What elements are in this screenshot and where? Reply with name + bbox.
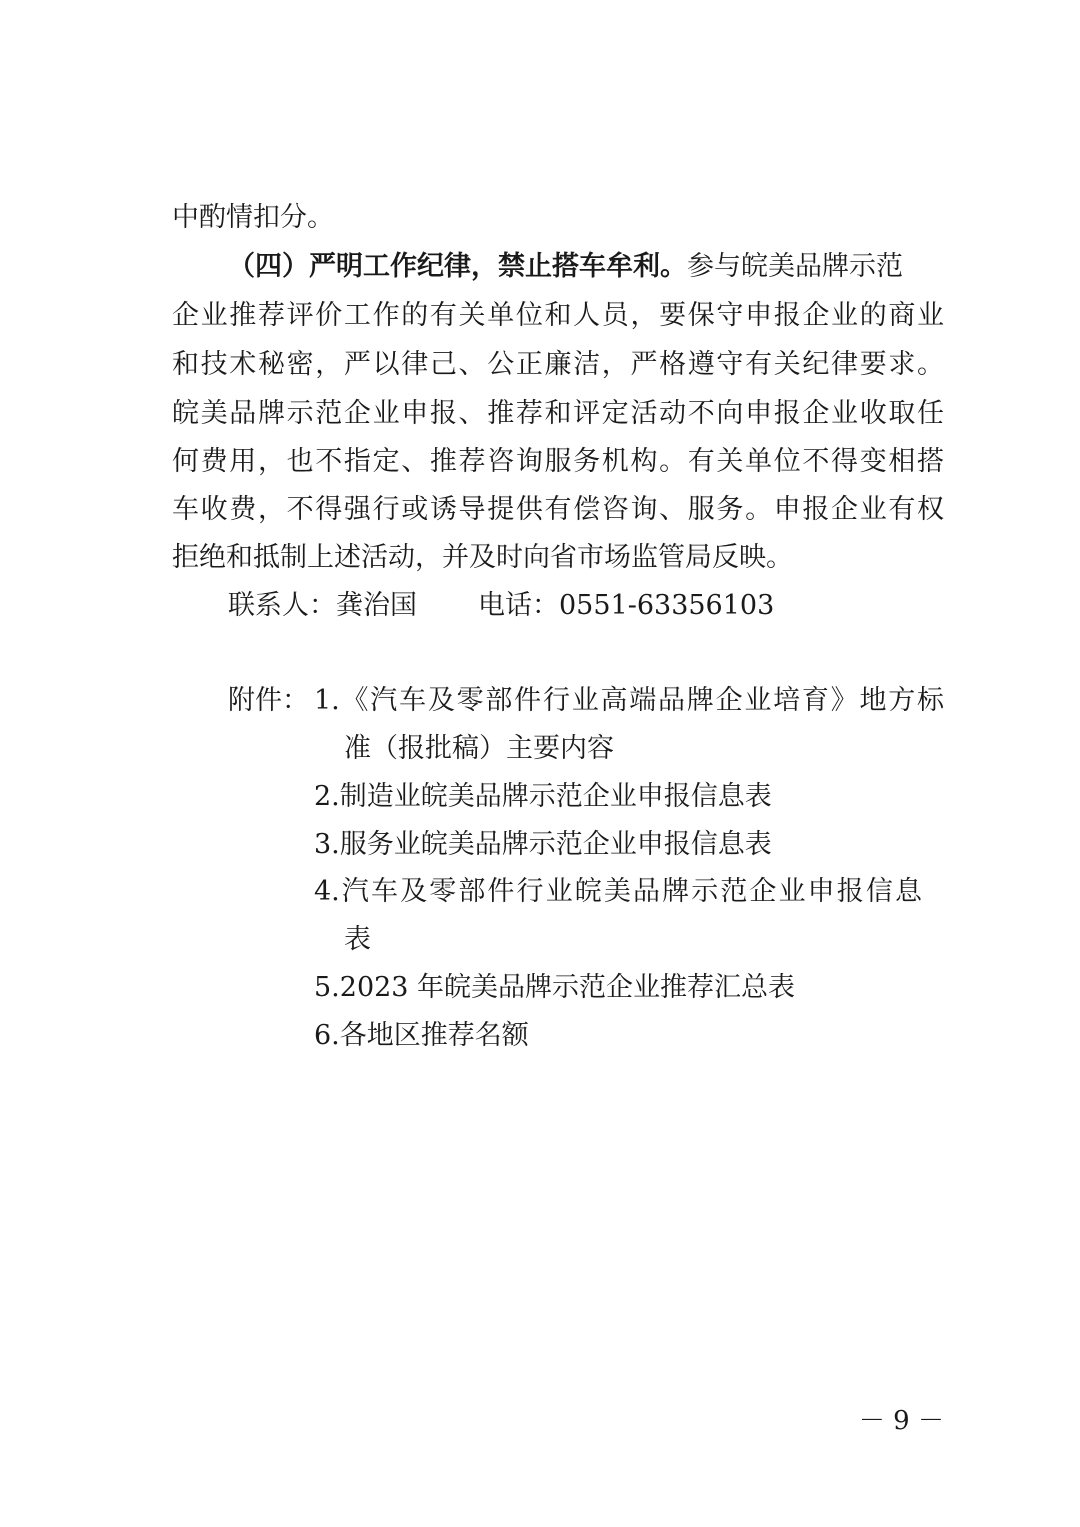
attachment-item-4: 4.汽车及零部件行业皖美品牌示范企业申报信息 [314, 876, 922, 907]
attachment-item-3: 3.服务业皖美品牌示范企业申报信息表 [314, 829, 772, 860]
attachment-item-1-cont: 准（报批稿）主要内容 [344, 733, 614, 764]
attachment-item-1: 1.《汽车及零部件行业高端品牌企业培育》地方标 [314, 685, 944, 716]
body-line-7: 车收费，不得强行或诱导提供有偿咨询、服务。申报企业有权 [172, 494, 944, 525]
attachment-item-4-cont: 表 [344, 924, 371, 955]
body-line-8: 拒绝和抵制上述活动，并及时向省市场监管局反映。 [172, 542, 793, 573]
section-4-text: 参与皖美品牌示范 [687, 251, 903, 282]
section-4-paragraph-start [228, 249, 944, 285]
body-line-3: 企业推荐评价工作的有关单位和人员，要保守申报企业的商业 [172, 300, 944, 331]
attachments-label: 附件： [228, 685, 309, 716]
body-line-5: 皖美品牌示范企业申报、推荐和评定活动不向申报企业收取任 [172, 398, 944, 429]
page-number: － 9 － [858, 1406, 944, 1436]
attachment-item-6: 6.各地区推荐名额 [314, 1020, 529, 1051]
attachment-item-2: 2.制造业皖美品牌示范企业申报信息表 [314, 781, 772, 812]
contact-person: 联系人：龚治国 [228, 590, 417, 621]
body-line-4: 和技术秘密，严以律己、公正廉洁，严格遵守有关纪律要求。 [172, 349, 944, 380]
body-line-1: 中酌情扣分。 [172, 202, 334, 233]
attachment-item-5: 5.2023 年皖美品牌示范企业推荐汇总表 [314, 972, 796, 1003]
body-line-6: 何费用，也不指定、推荐咨询服务机构。有关单位不得变相搭 [172, 446, 944, 477]
contact-phone: 电话：0551-63356103 [478, 590, 775, 621]
section-4-heading: （四）严明工作纪律，禁止搭车牟利。 [228, 251, 687, 282]
